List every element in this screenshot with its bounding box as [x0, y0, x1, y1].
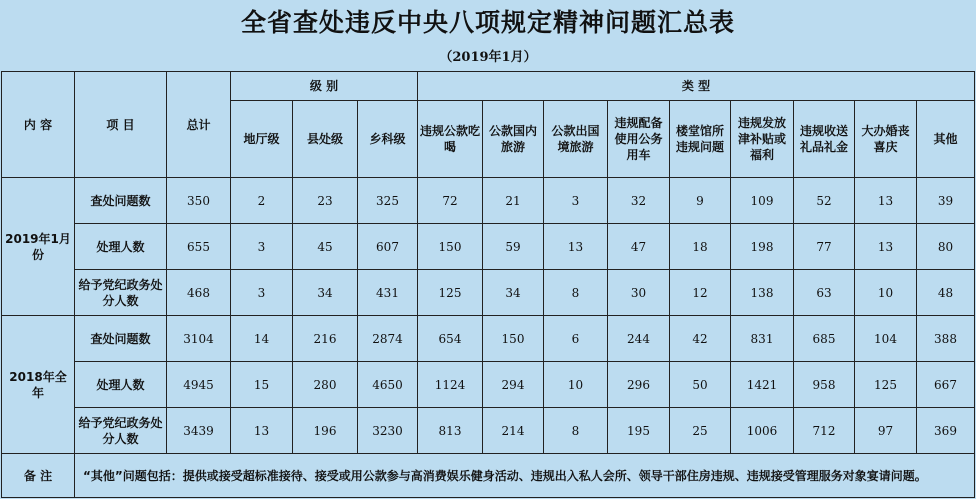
note-text: “其他”问题包括：提供或接受超标准接待、接受或用公款参与高消费娱乐健身活动、违规出入私人会所、领导干部住房违规、违规接受管理服务对象宴请问题。 [75, 454, 975, 498]
header-level-county: 县处级 [293, 101, 358, 178]
cell-value: 667 [917, 362, 975, 408]
cell-value: 280 [293, 362, 358, 408]
cell-value: 13 [855, 178, 917, 224]
header-type-group: 类 型 [418, 72, 975, 101]
cell-value: 12 [670, 270, 731, 316]
cell-value: 958 [794, 362, 855, 408]
cell-total: 468 [167, 270, 231, 316]
header-type-overseas-travel: 公款出国境旅游 [544, 101, 608, 178]
cell-value: 59 [483, 224, 544, 270]
row-item: 处理人数 [75, 362, 167, 408]
cell-value: 80 [917, 224, 975, 270]
cell-value: 4650 [358, 362, 418, 408]
cell-value: 13 [231, 408, 293, 454]
cell-value: 47 [608, 224, 670, 270]
cell-value: 10 [544, 362, 608, 408]
cell-value: 1006 [731, 408, 794, 454]
cell-value: 296 [608, 362, 670, 408]
cell-value: 244 [608, 316, 670, 362]
header-level-prefecture: 地厅级 [231, 101, 293, 178]
header-level-group: 级 别 [231, 72, 418, 101]
row-item: 查处问题数 [75, 178, 167, 224]
header-type-weddings-funerals: 大办婚丧喜庆 [855, 101, 917, 178]
cell-value: 13 [855, 224, 917, 270]
cell-value: 6 [544, 316, 608, 362]
header-type-dining: 违规公款吃喝 [418, 101, 483, 178]
table-row [2, 178, 975, 224]
cell-value: 52 [794, 178, 855, 224]
row-item: 查处问题数 [75, 316, 167, 362]
header-type-subsidies: 违规发放津补贴或福利 [731, 101, 794, 178]
cell-value: 196 [293, 408, 358, 454]
cell-value: 369 [917, 408, 975, 454]
cell-value: 685 [794, 316, 855, 362]
table-row [2, 224, 975, 270]
cell-value: 8 [544, 408, 608, 454]
header-type-domestic-travel: 公款国内旅游 [483, 101, 544, 178]
cell-value: 607 [358, 224, 418, 270]
cell-value: 30 [608, 270, 670, 316]
cell-value: 325 [358, 178, 418, 224]
cell-value: 3230 [358, 408, 418, 454]
cell-value: 97 [855, 408, 917, 454]
cell-value: 50 [670, 362, 731, 408]
header-type-other: 其他 [917, 101, 975, 178]
cell-value: 48 [917, 270, 975, 316]
cell-value: 45 [293, 224, 358, 270]
cell-value: 125 [418, 270, 483, 316]
cell-value: 3 [231, 224, 293, 270]
cell-value: 42 [670, 316, 731, 362]
cell-value: 3 [544, 178, 608, 224]
cell-value: 9 [670, 178, 731, 224]
cell-value: 712 [794, 408, 855, 454]
cell-value: 32 [608, 178, 670, 224]
table-row [2, 270, 975, 316]
cell-value: 34 [483, 270, 544, 316]
cell-value: 104 [855, 316, 917, 362]
cell-value: 1124 [418, 362, 483, 408]
cell-total: 4945 [167, 362, 231, 408]
cell-value: 1421 [731, 362, 794, 408]
cell-value: 150 [483, 316, 544, 362]
table-title: 全省查处违反中央八项规定精神问题汇总表 [240, 8, 735, 37]
cell-value: 198 [731, 224, 794, 270]
row-item: 处理人数 [75, 224, 167, 270]
cell-value: 150 [418, 224, 483, 270]
cell-total: 3439 [167, 408, 231, 454]
header-content: 内 容 [2, 72, 75, 178]
cell-value: 15 [231, 362, 293, 408]
note-label: 备 注 [2, 454, 75, 498]
cell-value: 39 [917, 178, 975, 224]
cell-value: 72 [418, 178, 483, 224]
cell-total: 350 [167, 178, 231, 224]
cell-value: 195 [608, 408, 670, 454]
table-subtitle: （2019年1月） [439, 50, 537, 65]
header-type-buildings: 楼堂馆所违规问题 [670, 101, 731, 178]
table-row [2, 362, 975, 408]
cell-value: 23 [293, 178, 358, 224]
cell-value: 63 [794, 270, 855, 316]
header-type-gifts: 违规收送礼品礼金 [794, 101, 855, 178]
cell-value: 125 [855, 362, 917, 408]
cell-value: 831 [731, 316, 794, 362]
cell-value: 388 [917, 316, 975, 362]
cell-total: 3104 [167, 316, 231, 362]
cell-value: 813 [418, 408, 483, 454]
cell-value: 14 [231, 316, 293, 362]
cell-value: 34 [293, 270, 358, 316]
cell-value: 18 [670, 224, 731, 270]
cell-value: 294 [483, 362, 544, 408]
cell-value: 77 [794, 224, 855, 270]
cell-value: 25 [670, 408, 731, 454]
cell-total: 655 [167, 224, 231, 270]
header-total: 总计 [167, 72, 231, 178]
header-row-1 [2, 72, 975, 101]
row-item: 给予党纪政务处分人数 [75, 408, 167, 454]
cell-value: 138 [731, 270, 794, 316]
table-row [2, 408, 975, 454]
row-item: 给予党纪政务处分人数 [75, 270, 167, 316]
cell-value: 216 [293, 316, 358, 362]
note-row [2, 454, 975, 498]
table-row [2, 316, 975, 362]
cell-value: 13 [544, 224, 608, 270]
header-item: 项 目 [75, 72, 167, 178]
cell-value: 214 [483, 408, 544, 454]
cell-value: 431 [358, 270, 418, 316]
cell-value: 654 [418, 316, 483, 362]
group-label-2018-year: 2018年全年 [2, 316, 75, 454]
header-level-township: 乡科级 [358, 101, 418, 178]
header-type-official-car: 违规配备使用公务用车 [608, 101, 670, 178]
cell-value: 2 [231, 178, 293, 224]
cell-value: 109 [731, 178, 794, 224]
cell-value: 8 [544, 270, 608, 316]
cell-value: 21 [483, 178, 544, 224]
cell-value: 2874 [358, 316, 418, 362]
cell-value: 3 [231, 270, 293, 316]
summary-table [1, 71, 975, 498]
group-label-2019-jan: 2019年1月份 [2, 178, 75, 316]
cell-value: 10 [855, 270, 917, 316]
